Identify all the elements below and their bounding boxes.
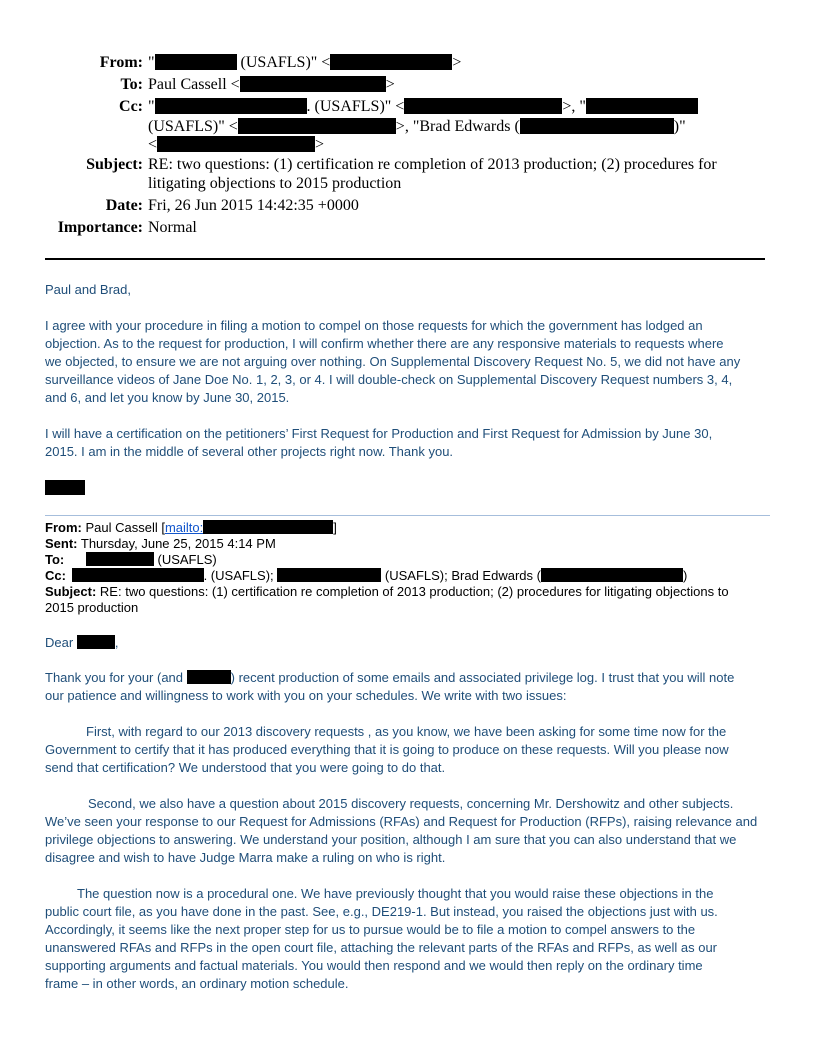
redaction-block: [541, 568, 683, 582]
subject-line-1: RE: two questions: (1) certification re completion of 2013 production; (2) procedures for: [148, 156, 717, 173]
fwd-to-value: (USAFLS): [157, 552, 217, 567]
fwd-cc-row: [45, 568, 687, 584]
redaction-block: [240, 76, 386, 92]
redaction-block: [203, 520, 333, 534]
fwd-paragraph-4-line-5: supporting arguments and factual materials. You would then respond and we would then reply on the ordinary time: [45, 958, 703, 973]
fwd-cc-label: Cc:: [45, 568, 66, 583]
to-name: Paul Cassell <: [148, 76, 240, 93]
cc-text: )": [673, 118, 686, 135]
fwd-to-label: To:: [45, 552, 65, 567]
fwd-paragraph-3-line-4: disagree and wish to have Judge Marra make a ruling on who is right.: [45, 850, 446, 865]
fwd-paragraph-4-line-2: public court file, as you have done in the past. See, e.g., DE219-1. But instead, you raised the objections just with us.: [45, 904, 718, 919]
from-quote: ": [148, 54, 155, 71]
fwd-paragraph-4-line-6: frame – in other words, an ordinary motion schedule.: [45, 976, 349, 991]
fwd-sent-row: [45, 536, 276, 552]
fwd-paragraph-4-line-4: unanswered RFAs and RFPs in the open court file, attaching the relevant parts of the RFAs and RFPs, as well as our: [45, 940, 718, 955]
cc-text: >, "Brad Edwards (: [395, 118, 520, 135]
importance-value: Normal: [148, 219, 197, 236]
cc-text: >: [315, 136, 325, 153]
reply-paragraph-1-line-1: I agree with your procedure in filing a motion to compel on those requests for which the government has lodged an: [45, 318, 703, 333]
fwd-paragraph-2-line-3: send that certification? We understood that you were going to do that.: [45, 760, 446, 775]
fwd-subject-line-1: RE: two questions: (1) certification re completion of 2013 production; (2) procedures for litigating objections to: [99, 584, 729, 599]
fwd-paragraph-3-line-1: Second, we also have a question about 2015 discovery requests, concerning Mr. Dershowitz and other subjects.: [88, 796, 734, 811]
redaction-block: [72, 568, 204, 582]
redaction-block: [155, 98, 307, 114]
reply-paragraph-2-line-2: 2015. I am in the middle of several other projects right now. Thank you.: [45, 444, 454, 459]
fwd-paragraph-4-line-3: Accordingly, it seems like the next proper step for us to pursue would be to file a motion to compel answers to the: [45, 922, 696, 937]
redaction-block: [520, 118, 674, 134]
redaction-block: [155, 54, 237, 70]
fwd-dear: Dear: [45, 635, 74, 650]
from-label: From:: [99, 54, 143, 71]
cc-text: (USAFLS)" <: [148, 118, 238, 135]
cc-line-3: [148, 136, 324, 154]
fwd-paragraph-2-line-2: Government to certify that it has produced everything that it is going to produce on these requests. Will you please now: [45, 742, 729, 757]
redaction-block: [238, 118, 396, 134]
fwd-paragraph-1-line-1: [45, 669, 775, 687]
fwd-cc-text: ): [682, 568, 688, 583]
cc-text: <: [148, 136, 158, 153]
fwd-paragraph-3-line-2: We’ve seen your response to our Request for Admissions (RFAs) and Request for Production (RFPs), raising relevance and: [45, 814, 758, 829]
fwd-sent-value: Thursday, June 25, 2015 4:14 PM: [80, 536, 276, 551]
to-value: [148, 76, 395, 94]
fwd-text: ) recent production of some emails and associated privilege log. I trust that you will note: [230, 670, 735, 685]
fwd-mailto-link[interactable]: mailto:: [164, 520, 204, 535]
to-label: To:: [120, 76, 143, 93]
fwd-from-value: Paul Cassell [: [85, 520, 165, 535]
cc-text: . (USAFLS)" <: [306, 98, 405, 115]
date-label: Date:: [105, 197, 143, 214]
fwd-cc-text: . (USAFLS);: [203, 568, 274, 583]
redaction-block: [277, 568, 381, 582]
reply-paragraph-2-line-1: I will have a certification on the petitioners’ First Request for Production and First Request for Admission by June 30,: [45, 426, 713, 441]
cc-text: ": [148, 98, 155, 115]
fwd-paragraph-3-line-3: privilege objections to answering. We understand your position, although I am sure that you can also understand that we: [45, 832, 737, 847]
fwd-dear-line: [45, 634, 775, 652]
importance-label: Importance:: [57, 219, 143, 236]
redaction-block: [586, 98, 698, 114]
forward-divider: [45, 515, 770, 516]
date-value: Fri, 26 Jun 2015 14:42:35 +0000: [148, 197, 359, 214]
fwd-paragraph-1-line-2: our patience and willingness to work with you on your schedules. We write with two issues:: [45, 688, 567, 703]
from-close: >: [452, 54, 462, 71]
cc-text: >, ": [562, 98, 586, 115]
cc-line-1: [148, 98, 698, 116]
subject-label: Subject:: [86, 156, 143, 173]
fwd-subject-line-2: 2015 production: [45, 600, 139, 615]
fwd-dear-end: ,: [114, 635, 119, 650]
fwd-paragraph-2-line-1: First, with regard to our 2013 discovery requests , as you know, we have been asking for some time now for the: [86, 724, 727, 739]
fwd-from-close: ]: [333, 520, 337, 535]
redaction-block: [157, 136, 315, 152]
to-close: >: [385, 76, 395, 93]
reply-paragraph-1-line-4: surveillance videos of Jane Doe No. 1, 2, 3, or 4. I will double-check on Supplemental Discovery Request numbers 3, 4,: [45, 372, 733, 387]
signature-redaction: [45, 480, 85, 495]
cc-label: Cc:: [119, 98, 143, 115]
redaction-block: [187, 670, 231, 684]
redaction-block: [86, 552, 154, 566]
reply-paragraph-1-line-5: and 6, and let you know by June 30, 2015.: [45, 390, 290, 405]
fwd-from-row: [45, 520, 337, 536]
fwd-sent-label: Sent:: [45, 536, 78, 551]
fwd-cc-text: (USAFLS); Brad Edwards (: [384, 568, 541, 583]
reply-paragraph-1-line-2: objection. As to the request for production, I will confirm whether there are any responsive materials to requests where: [45, 336, 724, 351]
fwd-subject-row: [45, 584, 729, 600]
redaction-block: [77, 635, 115, 649]
fwd-from-label: From:: [45, 520, 82, 535]
reply-greeting: Paul and Brad,: [45, 282, 132, 297]
reply-paragraph-1-line-3: we objected, to ensure we are not arguing over nothing. On Supplemental Discovery Request No. 5, we did not have any: [45, 354, 741, 369]
redaction-block: [404, 98, 562, 114]
fwd-paragraph-4-line-1: The question now is a procedural one. We have previously thought that you would raise these objections in the: [77, 886, 714, 901]
from-org: (USAFLS)" <: [236, 54, 331, 71]
from-value: [148, 54, 461, 72]
fwd-to-row: [45, 552, 217, 568]
cc-line-2: [148, 118, 686, 136]
subject-line-2: litigating objections to 2015 production: [148, 175, 402, 192]
fwd-text: Thank you for your (and: [45, 670, 184, 685]
header-divider: [45, 258, 765, 260]
redaction-block: [330, 54, 452, 70]
fwd-subject-label: Subject:: [45, 584, 97, 599]
